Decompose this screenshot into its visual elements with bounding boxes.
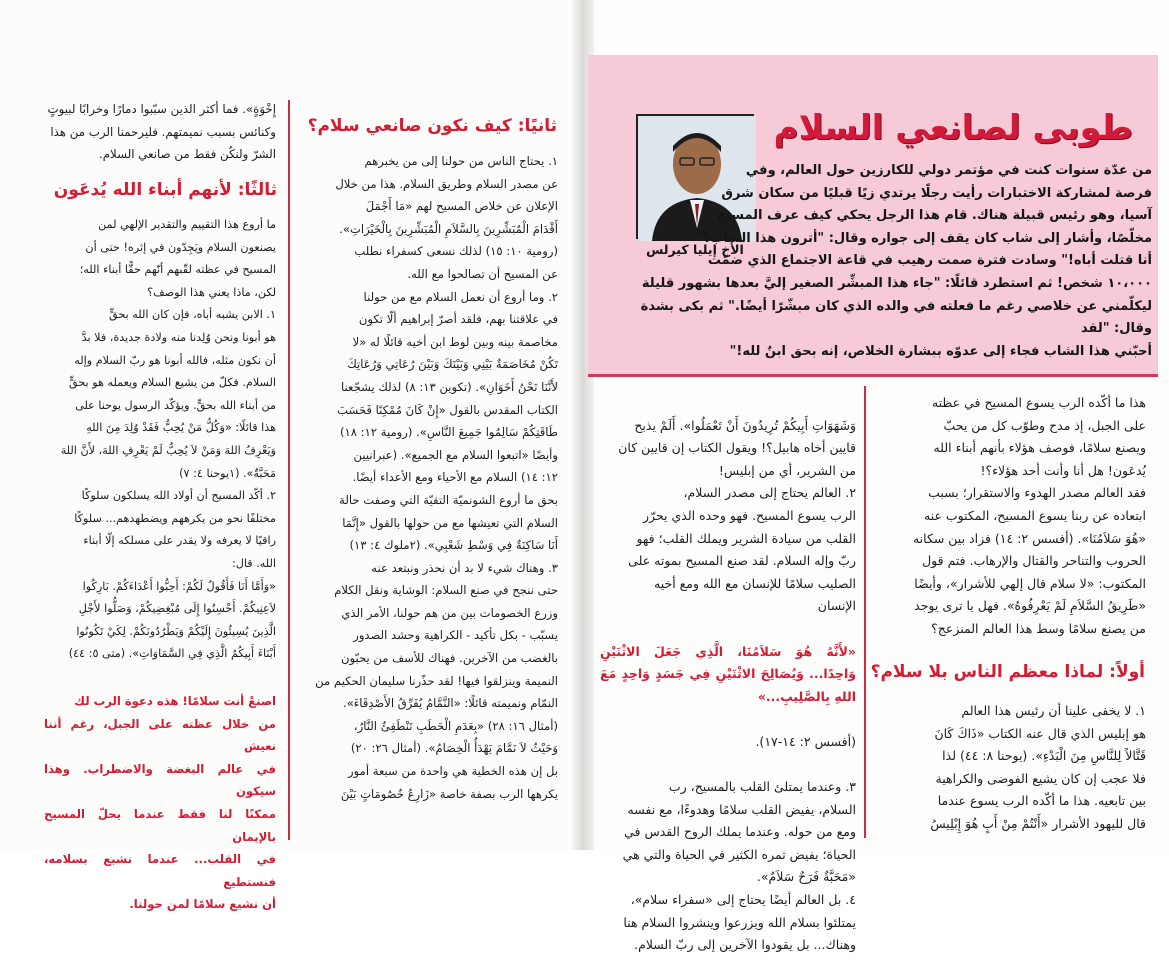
scripture-reference: (أفسس ٢: ١٤-١٧). — [755, 733, 856, 749]
article-title: طوبى لصانعي السلام — [773, 108, 1133, 148]
heading-third: ثالثًا: لأنهم أبناء الله يُدعَون — [53, 180, 277, 200]
scripture-quote-red: «لأَنَّهُ هُوَ سَلاَمُنَا، الَّذِي جَعَلَ الاثْنَيْنِ وَاحِدًا... وَيُصَالِحَ الاثْنَيْنِ فِي جَسَدٍ وَاحِدٍ مَعَ اللهِ بِالصَّلِيبِ...» — [600, 643, 856, 704]
left-page-col-left: ما أروع هذا التقييم والتقدير الإلهي لمن يصنعون السلام ويَجِدّون في إثره! حتى أن المسيح في عظته لقّبهم أنّهم حقًّا أبناء الله؛ لكن، ماذا يعني هذا الوصف؟ ١. الابن يشبه أباه، فإن كان الله بحقٍّ هو أبونا ونحن وُلِدنا منه ولادة جديدة، فلا بدَّ أن نكون مثله، فالله أبونا هو ربّ السلام وإله السلام. فكلّ من يشيع السلام ويعمله هو بحقٍّ من أبناء الله بحقٍّ. ويؤكّد الرسول يوحنا على هذا قائلًا: «وَكُلُّ مَنْ يُحِبُّ فَقَدْ وُلِدَ مِنَ اللهِ وَيَعْرِفُ اللهَ وَمَنْ لاَ يُحِبُّ لَمْ يَعْرِفِ اللهَ، لأَنَّ اللهَ مَحَبَّةٌ». (١يوحنا ٤: ٧) ٢. أكّد المسيح أن أولاد الله يسلكون سلوكًا مختلفًا نحو من يكرههم ويضطهدهم... سلوكًا راقيًا لا يعرفه ولا يقدر على مسلكه إلّا أبناء الله. قال: «وَأَمَّا أَنَا فَأَقُولُ لَكُمْ: أَحِبُّوا أَعْدَاءَكُمْ. بَارِكُوا لاَعِنِيكُمْ. أَحْسِنُوا إِلَى مُبْغِضِيكُمْ، وَصَلُّوا لأَجْلِ الَّذِينَ يُسِيئُونَ إِلَيْكُمْ وَيَطْرُدُونَكُمْ. لِكَيْ تَكُونُوا أَبْنَاءَ أَبِيكُمُ الَّذِي فِي السَّمَاوَاتِ». (متى ٥: ٤٤) — [60, 218, 276, 661]
closing-call-red: اصنعْ أنت سلامًا! هذه دعوة الرب لك من خلال عظته على الجبل، رغم أننا نعيش في عالم البغضة والاضطراب. وهذا سيكون ممكنًا لنا فقط عندما يحلّ المسيح بالإيمان في القلب... عندما نشبع بسلامه، فنستطيع أن نشيع سلامًا لمن حولنا. — [44, 694, 276, 912]
right-page-col-right-top: هذا ما أكّده الرب يسوع المسيح في عظته على الجبل، إذ مدح وطوّب كل من يحبّ ويصنع سلامًا، فوصف هؤلاء بأنهم أبناء الله يُدعَون! هل أنا وأنت أحد هؤلاء؟! فقد العالم مصدر الهدوء والاستقرار؛ بسبب ابتعاده عن ربنا يسوع المسيح، المكتوب عنه «هُوَ سَلاَمُنَا». (أفسس ٢: ١٤) فزاد بين سكانه الحروب والتناحر والقتال والإرهاب. فتم قول المكتوب: «لا سلام قال إلهي للأشرار»، وأيضًا «طَرِيقُ السَّلاَمِ لَمْ يَعْرِفُوهُ». فهل يا ترى يوجد من يصنع سلامًا وسط هذا العالم المنزعج؟ — [912, 395, 1146, 636]
left-page-col-right: ١. يحتاج الناس من حولنا إلى من يخبرهم عن مصدر السلام وطريق السلام. هذا من خلال الإعلان عن خلاص المسيح لهم «مَا أَجْمَلَ أَقْدَامَ الْمُبَشِّرِينَ بِالسَّلاَمِ الْمُبَشِّرِينَ بِالْخَيْرَاتِ». (رومية ١٠: ١٥) لذلك نسعى كسفراء نطلب عن المسيح أن تصالحوا مع الله. ٢. وما أروع أن نعمل السلام مع من حولنا في علاقتنا بهم، فلقد أصرّ إبراهيم ألّا تكون مخاصمة بينه وبين لوط ابن أخيه قائلًا له «لا تَكُنْ مُخَاصَمَةٌ بَيْنِي وَبَيْنَكَ وَبَيْنَ رُعَاتِي وَرُعَاتِكَ لأَنَّنَا نَحْنُ أَخَوَانِ». (تكوين ١٣: ٨) لذلك يشجّعنا الكتاب المقدس بالقول «إِنْ كَانَ مُمْكِنًا فَحَسَبَ طَاقَتِكُمْ سَالِمُوا جَمِيعَ النَّاسِ». (رومية ١٢: ١٨) وأيضًا «اتبعوا السلام مع الجميع». (عبرانيين ١٢: ١٤) السلام مع الأحياء ومع الأعداء أيضًا. بحق ما أروع الشونميّة التقيّة التي وصفت حالة السلام التي تعيشها مع من حولها بالقول «إِنَّمَا أَنَا سَاكِنَةٌ فِي وَسْطِ شَعْبِي». (٢ملوك ٤: ١٣) ٣. وهناك شيء لا بد أن نحذر ونبتعد عنه حتى ننجح في صنع السلام: الوشاية ونقل الكلام وزرع الخصومات بين من هم حولنا، الأمر الذي يسبّب - بكل تأكيد - الكراهية وحشد الصدور بالغضب من الآخرين. فهناك للأسف من يحبّون النميمة وينزلقوا فيها! لقد حذّرنا سليمان الحكيم من النمّام ونميمته قائلًا: «النَّمَّامُ يُفَرِّقُ الأَصْدِقَاءَ». (أمثال ١٦: ٢٨) «بِعَدَمِ الْحَطَبِ تَنْطَفِئُ النَّارُ، وَحَيْثُ لاَ نَمَّامَ يَهْدَأُ الْخِصَامُ». (أمثال ٢٦: ٢٠) بل إن هذه الخطية هي واحدة من سبعة أمور يكرهها الرب بصفة خاصة «زَارِعُ خُصُومَاتٍ بَيْنَ — [315, 154, 558, 801]
right-page-col-left — [600, 392, 856, 979]
right-page-col-right-bottom: ١. لا يخفى علينا أن رئيس هذا العالم هو إبليس الذي قال عنه الكتاب «ذَاكَ كَانَ قَتَّالاً لِلنَّاسِ مِنَ الْبَدْءِ». (يوحنا ٨: ٤٤) لذا فلا عجب إن كان يشيع الفوضى والكراهية بين تابعيه. هذا ما أكّده الرب يسوع عندما قال لليهود الأشرار «أَنْتُمْ مِنْ أَبٍ هُوَ إِبْلِيسُ — [930, 703, 1146, 831]
heading-second: ثانيًا: كيف نكون صانعي سلام؟ — [307, 116, 557, 136]
heading-first: أولاً: لماذا معظم الناس بلا سلام؟ — [870, 662, 1145, 682]
column-divider — [864, 386, 866, 838]
right-page-col-left-rest: ٣. وعندما يمتلئ القلب بالمسيح، رب السلام، يفيض القلب سلامًا وهدوءًا، مع نفسه ومع من حوله. وعندما يملك الروح القدس في الحياة؛ يفيض ثمره الكثير في الحياة والتي هي «مَحَبَّةٌ فَرَحٌ سَلاَمٌ». ٤. بل العالم أيضًا يحتاج إلى «سفراء سلام»، يمتلئوا بسلام الله ويزرعوا وينشروا السلام هنا وهناك... بل يقودوا الآخرين إلى ربّ السلام. — [622, 779, 856, 953]
left-page-col-left-top: إِخْوَةٍ». فما أكثر الذين سبّبوا دمارًا وخرابًا لبيوتٍ وكنائس بسبب نميمتهم. فليرحمنا الرب من هذا الشرّ ولنكُن فقط من صانعي السلام. — [47, 102, 276, 162]
column-divider — [288, 100, 290, 840]
right-page-col-left-text: وَشَهَوَاتِ أَبِيكُمْ تُرِيدُونَ أَنْ تَعْمَلُوا». أَلَمْ يذبح قايين أخاه هابيل؟! ويقول الكتاب إن قايين كان من الشرير، أي من إبليس! ٢. العالم يحتاج إلى مصدر السلام، الرب يسوع المسيح. فهو وحده الذي يحرّر القلب من سيادة الشرير ويملك القلب؛ فهو ربّ وإله السلام. لقد صنع المسيح بموته على الصليب سلامًا للإنسان مع الله ومع أخيه الإنسان — [618, 417, 856, 614]
author-caption: الأخ إيليا كيرلس — [646, 242, 744, 257]
article-intro: من عدّة سنوات كنت في مؤتمر دولي للكارزين حول العالم، وفي فرصة لمشاركة الاختبارات رأيت رجلًا يرتدي زيًا قبليًا من سكان شرق آسيا، وهو رئيس قبيلة هناك. قام هذا الرجل يحكي كيف عرف المسيح مخلّصًا، وأشار إلى شاب كان يقف إلى جواره وقال: "أترون هذا الشاب؟" أنا قتلت أباه!" وسادت فترة صمت رهيب في قاعة الاجتماع الذي ضمّت ١٠،٠٠٠ شخص! ثم استطرد قائلًا: "جاء هذا المبشِّر الصغير إليَّ بعدها بشهور قليلة ليكلّمني عن خلاصي رغم ما فعلته في والده الذي كان مبشّرًا أيضًا." ثم بكى بشدة وقال: "لقد أحبّني هذا الشاب فجاء إلى عدوّه ببشارة الخلاص، إنه بحق ابنٌ لله!" — [640, 163, 1152, 359]
